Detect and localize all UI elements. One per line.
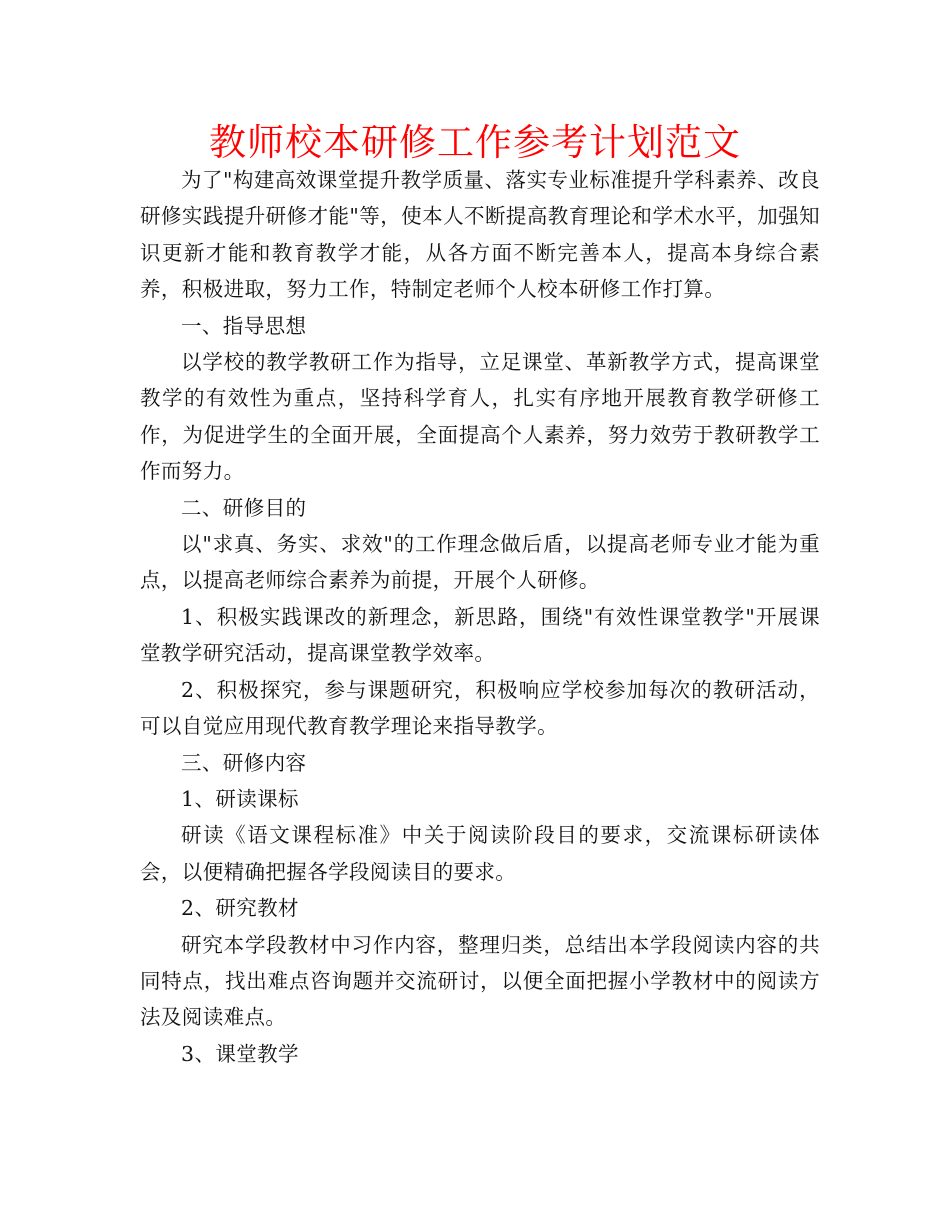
document-body	[140, 162, 820, 1072]
study-goal-item-2: 2、积极探究，参与课题研究，积极响应学校参加每次的教研活动，可以自觉应用现代教育教学理论来指导教学。	[140, 677, 820, 739]
section-heading-study-goals: 二、研修目的	[181, 495, 307, 520]
document-title: 教师校本研修工作参考计划范文	[209, 121, 741, 164]
subheading-read-standards: 1、研读课标	[181, 786, 299, 811]
study-goals-paragraph: 以"求真、务实、求效"的工作理念做后盾，以提高老师专业才能为重点，以提高老师综合素养为前提，开展个人研修。	[140, 532, 820, 593]
study-textbooks-paragraph: 研究本学段教材中习作内容，整理归类，总结出本学段阅读内容的共同特点，找出难点咨询题并交流研讨，以便全面把握小学教材中的阅读方法及阅读难点。	[140, 932, 820, 1030]
section-heading-guiding-ideology: 一、指导思想	[181, 313, 307, 338]
subheading-classroom-teaching: 3、课堂教学	[181, 1041, 299, 1066]
read-standards-paragraph: 研读《语文课程标准》中关于阅读阶段目的要求，交流课标研读体会，以便精确把握各学段阅读目的要求。	[140, 823, 820, 884]
study-goal-item-1: 1、积极实践课改的新理念，新思路，围绕"有效性课堂教学"开展课堂教学研究活动，提高课堂教学效率。	[140, 604, 820, 666]
subheading-study-textbooks: 2、研究教材	[181, 896, 299, 921]
intro-paragraph: 为了"构建高效课堂提升教学质量、落实专业标准提升学科素养、改良研修实践提升研修才能"等，使本人不断提高教育理论和学术水平，加强知识更新才能和教育教学才能，从各方面不断完善本人，提高本身综合素养，积极进取，努力工作，特制定老师个人校本研修工作打算。	[140, 168, 820, 302]
section-heading-study-content: 三、研修内容	[181, 750, 307, 775]
guiding-ideology-paragraph: 以学校的教学教研工作为指导，立足课堂、革新教学方式，提高课堂教学的有效性为重点，坚持科学育人，扎实有序地开展教育教学研修工作，为促进学生的全面开展，全面提高个人素养，努力效劳于教研教学工作而努力。	[140, 350, 820, 484]
